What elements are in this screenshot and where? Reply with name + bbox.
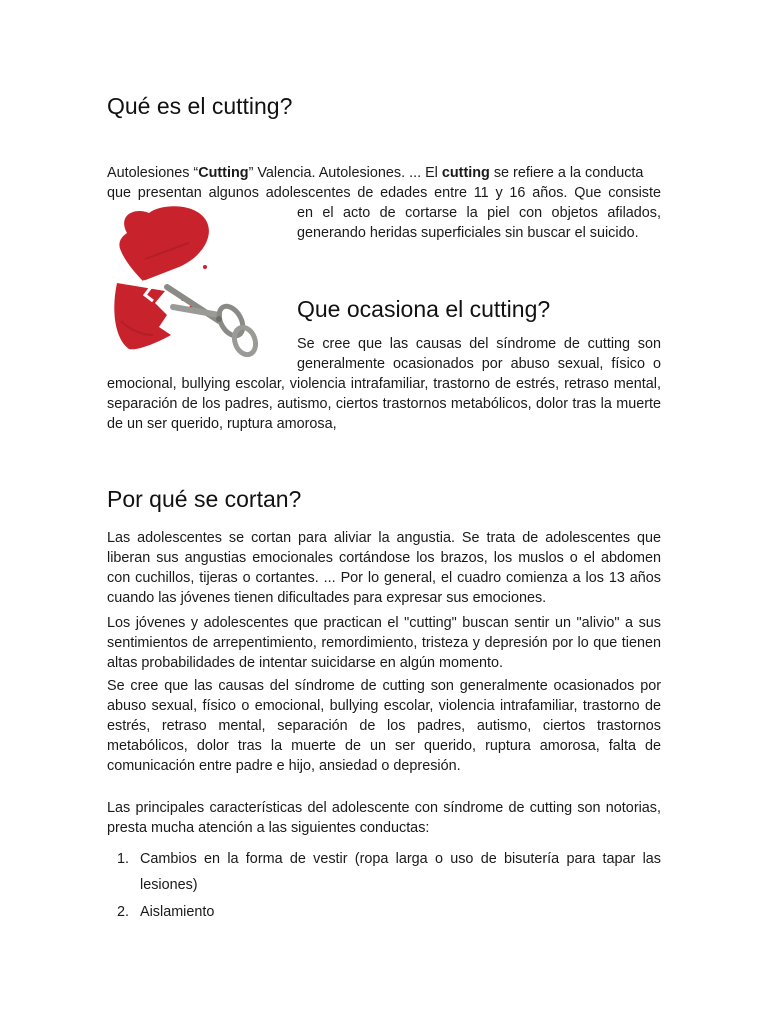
intro-line-3-text: en el acto de cortarse la piel con objetos afilados, (297, 205, 661, 221)
paragraph-3-text: Se cree que las causas del síndrome de cutting son generalmente ocasionados por abuso sexual, físico o emocional, bullying escolar, violencia intrafamiliar, trastorno de estrés, retraso mental, separación de los padres, autismo, ciertos trastornos metabólicos, dolor tras la muerte de un ser querido, ruptura amorosa, falta de comunicación entre padre e hijo, ansiedad o depresión. (107, 678, 661, 774)
intro-line-2-text: que presentan algunos adolescentes de edades entre 11 y 16 años. Que consiste (107, 185, 661, 201)
intro-line-3 (297, 203, 661, 223)
intro-line-4-text: generando heridas superficiales sin buscar el suicido. (297, 225, 639, 241)
intro-line-2 (107, 183, 661, 203)
list-item-text: Aislamiento (140, 904, 215, 920)
heading-que-es-cutting: Qué es el cutting? (107, 93, 293, 119)
heading-que-ocasiona: Que ocasiona el cutting? (297, 296, 551, 322)
ocasiona-line-1-text: Se cree que las causas del síndrome de cutting son (297, 336, 661, 352)
ocasiona-paragraph-text: emocional, bullying escolar, violencia intrafamiliar, trastorno de estrés, retraso mental, separación de los padres, autismo, ciertos trastornos metabólicos, dolor tras la muerte de un ser querido, ruptura amorosa, (107, 376, 661, 432)
paragraph-4 (107, 798, 661, 838)
paragraph-2 (107, 613, 661, 673)
list-item-number: 1. (117, 851, 130, 867)
ocasiona-line-1 (297, 334, 661, 354)
list-item-number: 2. (117, 904, 130, 920)
ocasiona-paragraph (107, 374, 661, 434)
list-item-text: Cambios en la forma de vestir (ropa larga o uso de bisutería para tapar las lesiones) (140, 851, 661, 893)
paragraph-1-text: Las adolescentes se cortan para aliviar la angustia. Se trata de adolescentes que liberan sus angustias emocionales cortándose los brazos, los muslos o el abdomen con cuchillos, tijeras o cortantes. ... Por lo general, el cuadro comienza a los 13 años cuando las jóvenes tienen dificultades para expresar sus emociones. (107, 530, 661, 606)
paragraph-3 (107, 676, 661, 776)
intro-text-c: se refiere a la conducta (489, 165, 644, 181)
paragraph-4-text: Las principales características del adolescente con síndrome de cutting son notorias, presta mucha atención a las siguientes conductas: (107, 800, 661, 836)
bold-cutting-2: cutting (441, 165, 490, 181)
intro-line-1 (107, 163, 661, 183)
ocasiona-line-2-text: generalmente ocasionados por abuso sexual, físico o (297, 356, 661, 372)
broken-heart-scissors-illustration (107, 203, 259, 361)
intro-text-b: ” Valencia. Autolesiones. ... El (248, 165, 442, 181)
paragraph-2-text: Los jóvenes y adolescentes que practican el "cutting" buscan sentir un "alivio" a sus sentimientos de arrepentimiento, remordimiento, tristeza y depresión por lo que tienen altas probabilidades de intentar suicidarse en algún momento. (107, 615, 661, 671)
paragraph-1 (107, 528, 661, 608)
heart-icon (114, 206, 209, 349)
intro-text-a: Autolesiones “ (107, 165, 199, 181)
intro-line-4 (297, 223, 661, 243)
ocasiona-line-2 (297, 354, 661, 374)
scissors-icon (167, 287, 259, 358)
heading-por-que-se-cortan: Por qué se cortan? (107, 486, 302, 512)
bold-cutting-1: Cutting (198, 165, 249, 181)
